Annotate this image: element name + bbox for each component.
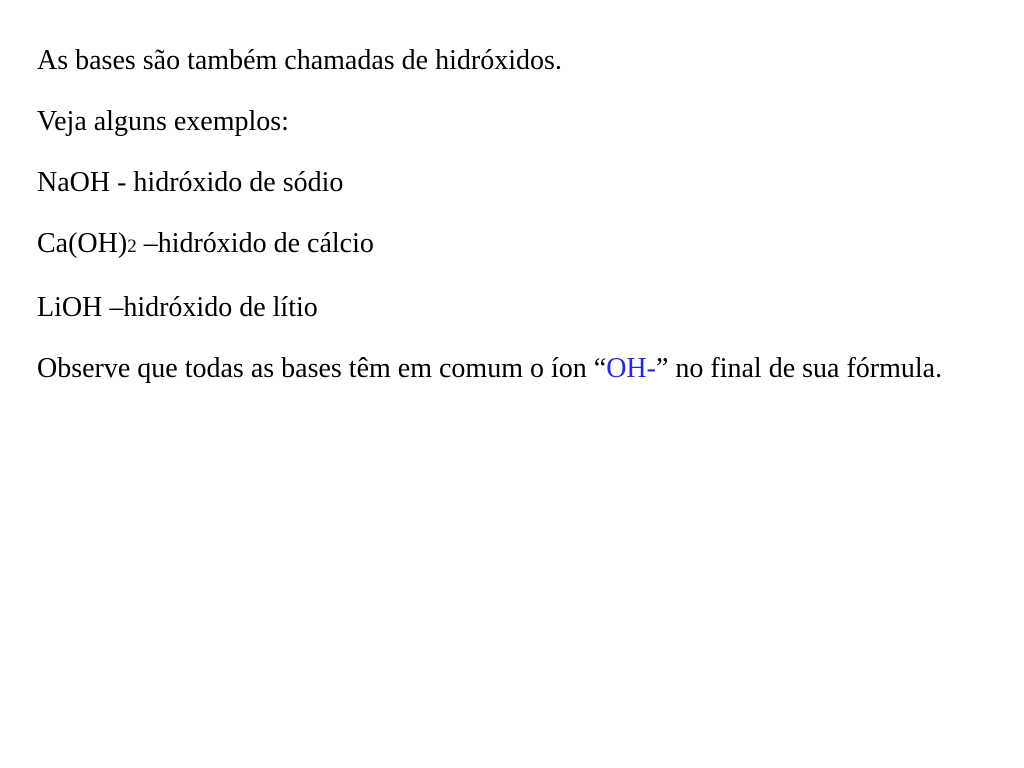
caoh2-formula: Ca(OH) (37, 228, 128, 259)
observation-after: ” no final de sua fórmula. (655, 353, 943, 384)
example-naoh: NaOH - hidróxido de sódio (37, 167, 344, 198)
caoh2-name: –hidróxido de cálcio (136, 228, 374, 259)
observation-before: Observe que todas as bases têm em comum o íon “ (37, 353, 607, 384)
examples-heading: Veja alguns exemplos: (37, 106, 289, 137)
oh-ion-highlight: OH- (606, 353, 656, 384)
caoh2-subscript: 2 (127, 236, 137, 257)
intro-line: As bases são também chamadas de hidróxidos. (37, 45, 562, 76)
example-lioh: LiOH –hidróxido de lítio (37, 292, 318, 323)
observation-paragraph (37, 350, 967, 388)
example-caoh2 (37, 225, 964, 266)
